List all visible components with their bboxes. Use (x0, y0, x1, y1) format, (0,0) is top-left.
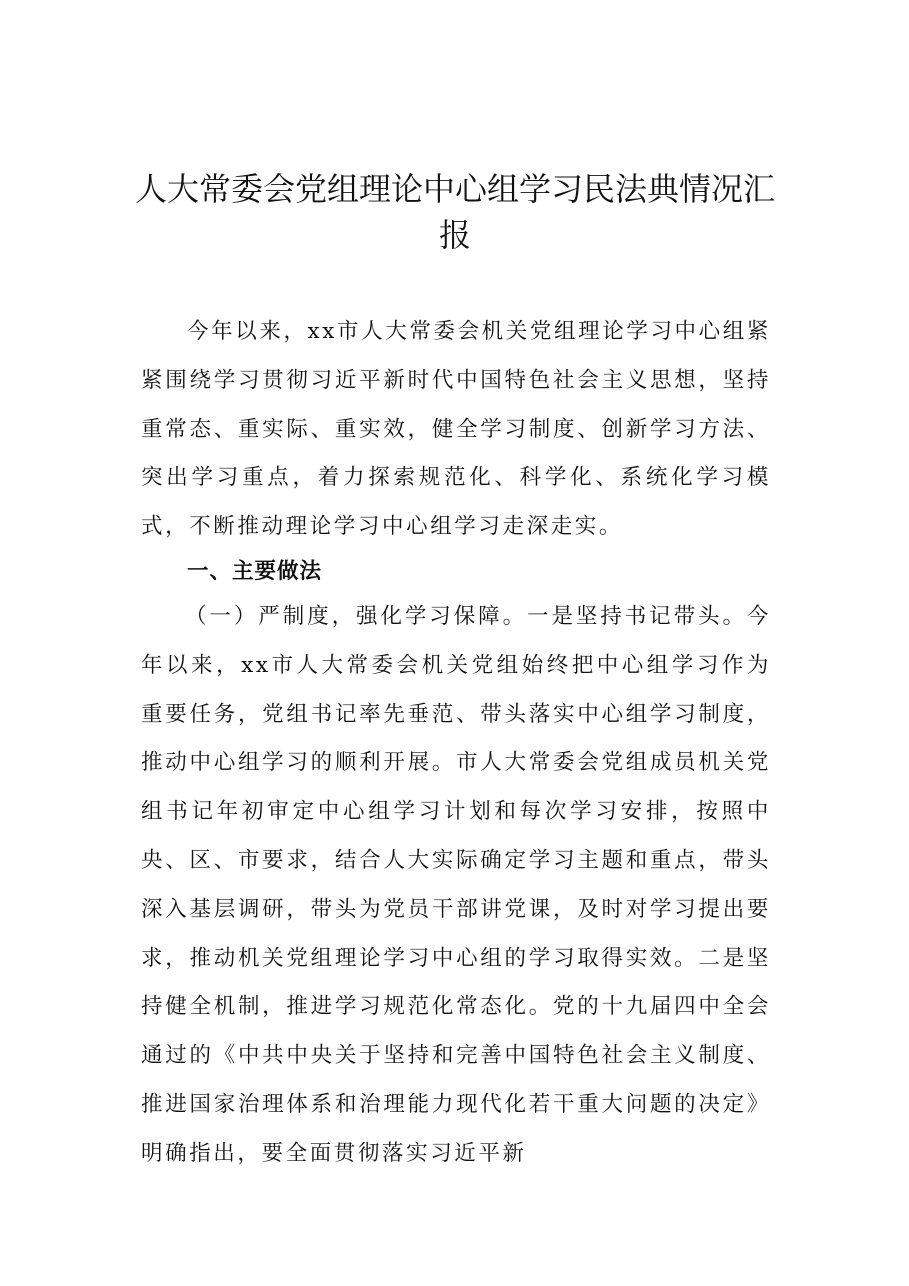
section-heading: 一、主要做法 (187, 559, 323, 584)
intro-paragraph: 今年以来，xx市人大常委会机关党组理论学习中心组紧紧围绕学习贯彻习近平新时代中国特色社会主义思想，坚持重常态、重实际、重实效，健全学习制度、创新学习方法、突出学习重点，着力探索规范化、科学化、系统化学习模式，不断推动理论学习中心组学习走深走实。 (141, 319, 771, 540)
section-one-paragraph: （一）严制度，强化学习保障。一是坚持书记带头。今年以来，xx市人大常委会机关党组始终把中心组学习作为重要任务，党组书记率先垂范、带头落实中心组学习制度，推动中心组学习的顺利开展。市人大常委会党组成员机关党组书记年初审定中心组学习计划和每次学习安排，按照中央、区、市要求，结合人大实际确定学习主题和重点，带头深入基层调研，带头为党员干部讲党课，及时对学习提出要求，推动机关党组理论学习中心组的学习取得实效。二是坚持健全机制，推进学习规范化常态化。党的十九届四中全会通过的《中共中央关于坚持和完善中国特色社会主义制度、推进国家治理体系和治理能力现代化若干重大问题的决定》明确指出，要全面贯彻落实习近平新 (141, 604, 771, 1166)
document-title: 人大常委会党组理论中心组学习民法典情况汇报 (134, 170, 775, 254)
